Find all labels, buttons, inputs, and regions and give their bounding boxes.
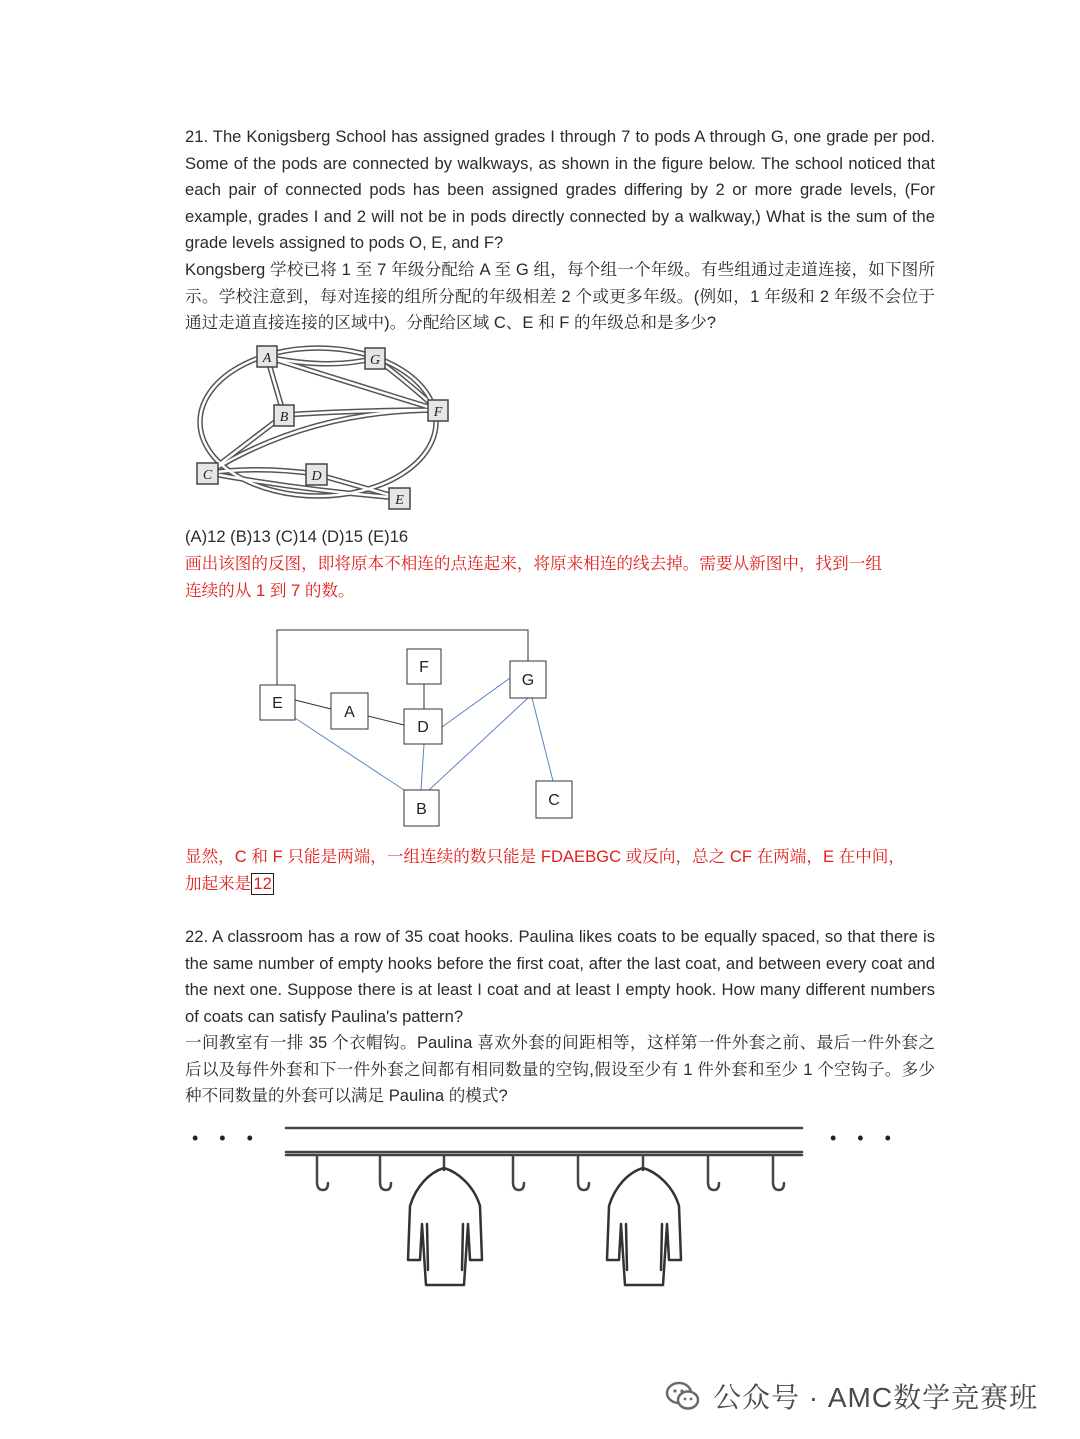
wechat-icon (665, 1379, 701, 1413)
q21-chinese: Kongsberg 学校已将 1 至 7 年级分配给 A 至 G 组，每个组一个年级。有些组通过走道连接，如下图所示。学校注意到，每对连接的组所分配的年级相差 2 个或更多年级。(例如，1 年级和 2 年级不会位于通过走道直接连接的区域中)。分配给区域 C、E 和 F 的年级总和是多少? (185, 260, 935, 333)
pod-f-label: F (433, 405, 443, 420)
pod-g-label: G (369, 353, 381, 368)
q21-solution-part1 (185, 551, 935, 604)
dots-left: • • • (192, 1128, 261, 1148)
node-e-label: E (272, 695, 283, 712)
q21-choices: (A)12 (B)13 (C)14 (D)15 (E)16 (185, 527, 409, 546)
q21-solution-part2 (185, 844, 935, 897)
q22-chinese: 一间教室有一排 35 个衣帽钩。Paulina 喜欢外套的间距相等，这样第一件外套之前、最后一件外套之后以及每件外套和下一件外套之间都有相同数量的空钩,假设至少有 1 件外套和至少 1 个空钩子。多少种不同数量的外套可以满足 Paulina 的模式? (185, 1033, 935, 1106)
figure2-complement-graph (255, 625, 585, 835)
node-c-label: C (548, 792, 560, 809)
coat-right (607, 1168, 681, 1285)
node-a-label: A (344, 704, 355, 721)
solution1-line1: 画出该图的反图，即将原本不相连的点连起来，将原来相连的线去掉。需要从新图中，找到一组 (185, 554, 882, 573)
pod-b-label: B (279, 410, 289, 425)
solution1-line2: 连续的从 1 到 7 的数。 (185, 580, 355, 600)
solution2-line2-text: 加起来是 (185, 873, 252, 893)
node-d-label: D (417, 719, 429, 736)
answer-box: 12 (253, 873, 272, 893)
watermark-text: 公众号 · AMC数学竞赛班 (713, 1382, 1039, 1413)
dots-right: • • • (830, 1128, 899, 1148)
solution2-line1: 显然，C 和 F 只能是两端，一组连续的数只能是 FDAEBGC 或反向，总之 CF 在两端，E 在中间， (185, 847, 905, 866)
node-f-label: F (419, 659, 429, 676)
pod-e-label: E (395, 493, 404, 508)
q22-english: 22. A classroom has a row of 35 coat hooks. Paulina likes coats to be equally spaced, so that there is the same number of empty hooks before the first coat, after the last coat, and between every coat and the next one. Suppose there is at least I coat and at least I empty hook. How many different numbers of coats can satisfy Paulina's pattern? (185, 927, 935, 1026)
node-b-label: B (416, 801, 427, 818)
figure1-walkway-graph (190, 340, 460, 515)
node-g-label: G (521, 672, 535, 689)
watermark (665, 1376, 1038, 1416)
pod-a-label: A (262, 351, 272, 366)
pod-d-label: D (311, 469, 322, 484)
solution2-line2 (185, 871, 935, 898)
q21-english: 21. The Konigsberg School has assigned grades I through 7 to pods A through G, one grade per pod. Some of the pods are connected by walkways, as shown in the figure below. The school noticed that each pair of connected pods has been assigned grades differing by 2 or more grade levels, (For example, grades I and 2 will not be in pods directly connected by a walkway,) What is the sum of the grade levels assigned to pods O, E, and F? (185, 127, 935, 253)
coat-hooks-illustration (280, 1120, 810, 1300)
pod-c-label: C (202, 468, 213, 483)
coat-left (408, 1168, 482, 1285)
